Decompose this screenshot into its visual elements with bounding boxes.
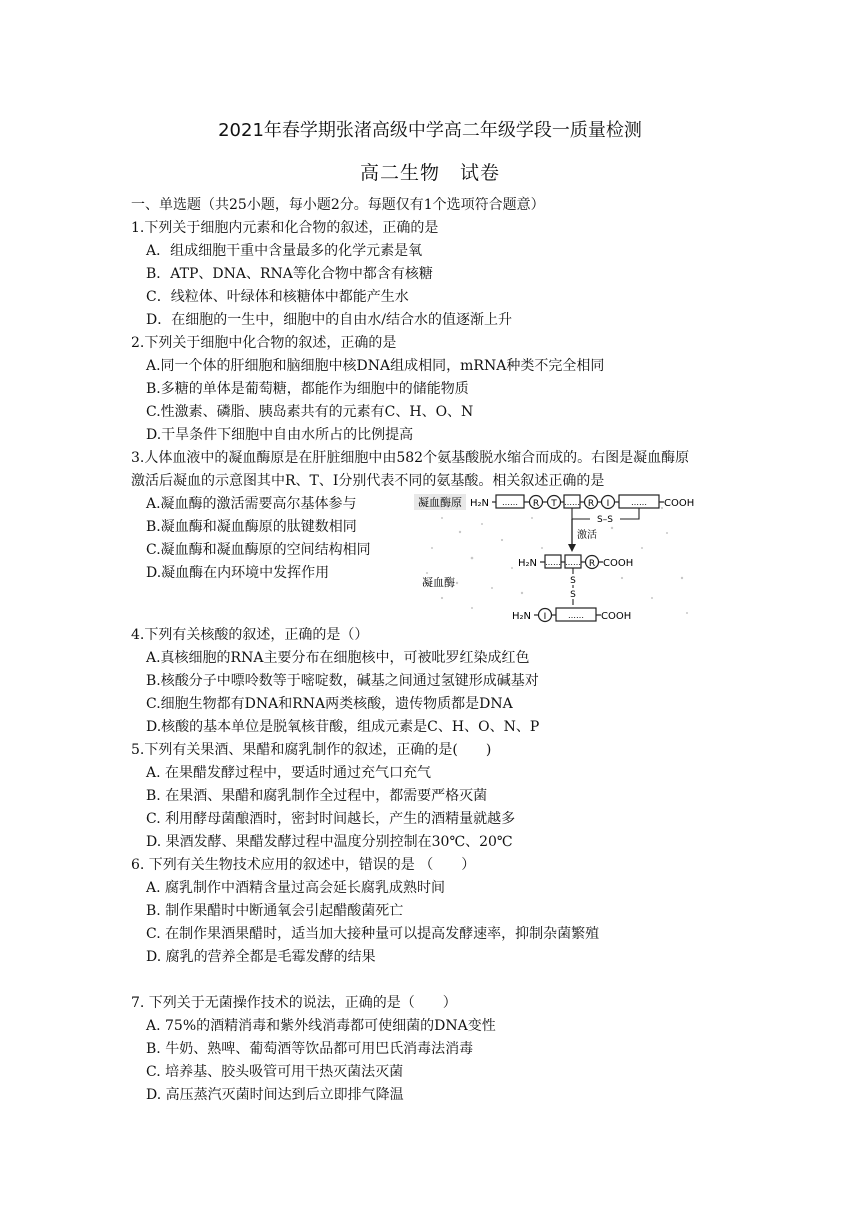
question-7-option-b: B. 牛奶、熟啤、葡萄酒等饮品都可用巴氏消毒法消毒 — [146, 1041, 474, 1057]
question-4-option-d: D.核酸的基本单位是脱氧核苷酸，组成元素是C、H、O、N、P — [146, 719, 540, 735]
top-chain-residue-t-label: T — [551, 499, 557, 509]
question-5-option-a: A. 在果醋发酵过程中，要适时通过充气口充气 — [146, 765, 432, 781]
disulfide-s2: S — [570, 590, 576, 600]
question-2-option-d: D.干旱条件下细胞中自由水所占的比例提高 — [146, 427, 414, 443]
question-2-stem: 2.下列关于细胞中化合物的叙述，正确的是 — [131, 335, 397, 351]
question-4-option-c: C.细胞生物都有DNA和RNA两类核酸，遗传物质都是DNA — [146, 696, 513, 712]
question-6-stem: 6. 下列有关生物技术应用的叙述中，错误的是 （ ） — [131, 857, 476, 873]
question-3-option-d: D.凝血酶在内环境中发挥作用 — [146, 565, 330, 581]
section-heading: 一、单选题（共25小题，每小题2分。每题仅有1个选项符合题意） — [131, 197, 545, 213]
top-chain-dots-3: …… — [631, 498, 647, 507]
middle-chain-dots-1: …… — [545, 558, 561, 567]
activation-arrowhead — [568, 544, 576, 552]
activation-label: 激活 — [577, 530, 597, 541]
prothrombin-label: 凝血酶原 — [418, 496, 462, 509]
top-chain-residue-r-1-label: R — [532, 499, 540, 509]
question-1-option-a: A．组成细胞干重中含量最多的化学元素是氧 — [146, 243, 423, 259]
top-disulfide-label: S–S — [597, 515, 613, 525]
top-chain-dots-1: …… — [502, 498, 518, 507]
question-3-option-b: B.凝血酶和凝血酶原的肽键数相同 — [146, 519, 357, 535]
top-chain-h2n: H₂N — [470, 498, 490, 509]
thrombin-label: 凝血酶 — [422, 576, 455, 589]
middle-chain-residue-r-label: R — [588, 559, 596, 569]
question-2-option-c: C.性激素、磷脂、胰岛素共有的元素有C、H、O、N — [146, 404, 474, 420]
top-chain-dots-2: …… — [564, 498, 580, 507]
bottom-chain-h2n: H₂N — [512, 611, 532, 622]
bottom-chain-residue-i-label: I — [543, 612, 547, 622]
question-4-option-a: A.真核细胞的RNA主要分布在细胞核中，可被吡罗红染成红色 — [146, 650, 530, 666]
question-7-option-c: C. 培养基、胶头吸管可用干热灭菌法灭菌 — [146, 1064, 404, 1080]
question-5-option-c: C. 利用酵母菌酿酒时，密封时间越长，产生的酒精量就越多 — [146, 811, 516, 827]
middle-chain-cooh: COOH — [603, 558, 634, 569]
question-6-option-d: D. 腐乳的营养全都是毛霉发酵的结果 — [146, 949, 376, 965]
question-7-option-a: A. 75%的酒精消毒和紫外线消毒都可使细菌的DNA变性 — [146, 1018, 496, 1034]
question-3-stem-line-2: 激活后凝血的示意图其中R、T、I分别代表不同的氨基酸。相关叙述正确的是 — [131, 473, 605, 489]
question-2-option-a: A.同一个体的肝细胞和脑细胞中核DNA组成相同，mRNA种类不完全相同 — [146, 358, 605, 374]
disulfide-s1: S — [570, 576, 576, 586]
question-5-stem: 5.下列有关果酒、果醋和腐乳制作的叙述，正确的是( ) — [131, 742, 492, 758]
bottom-chain-cooh: COOH — [601, 611, 632, 622]
question-4-option-b: B.核酸分子中嘌呤数等于嘧啶数，碱基之间通过氢键形成碱基对 — [146, 673, 539, 689]
question-3-option-a: A.凝血酶的激活需要高尔基体参与 — [146, 496, 357, 512]
question-1-option-b: B．ATP、DNA、RNA等化合物中都含有核糖 — [146, 266, 433, 282]
question-5-option-d: D. 果酒发酵、果醋发酵过程中温度分别控制在30℃、20℃ — [146, 834, 513, 850]
top-chain-cooh: COOH — [664, 498, 695, 509]
question-6-option-a: A. 腐乳制作中酒精含量过高会延长腐乳成熟时间 — [146, 880, 446, 896]
question-3-option-c: C.凝血酶和凝血酶原的空间结构相同 — [146, 542, 371, 558]
question-4-stem: 4.下列有关核酸的叙述，正确的是（） — [131, 627, 369, 643]
question-1-stem: 1.下列关于细胞内元素和化合物的叙述，正确的是 — [131, 220, 439, 236]
exam-title: 2021年春学期张渚高级中学高二年级学段一质量检测 — [218, 120, 642, 141]
question-6-option-b: B. 制作果醋时中断通氧会引起醋酸菌死亡 — [146, 903, 404, 919]
question-6-option-c: C. 在制作果酒果醋时，适当加大接种量可以提高发酵速率，抑制杂菌繁殖 — [146, 926, 600, 942]
top-chain-residue-r-2-label: R — [587, 499, 595, 509]
question-3-stem-line-1: 3.人体血液中的凝血酶原是在肝脏细胞中由582个氨基酸脱水缩合而成的。右图是凝血酶原 — [131, 450, 690, 466]
middle-chain-h2n: H₂N — [518, 558, 538, 569]
top-chain-residue-i-label: I — [606, 499, 610, 509]
middle-chain-dots-2: …… — [565, 558, 581, 567]
thrombin-activation-diagram — [412, 488, 702, 626]
bottom-chain-dots: …… — [568, 611, 584, 620]
question-2-option-b: B.多糖的单体是葡萄糖，都能作为细胞中的储能物质 — [146, 381, 469, 397]
question-7-option-d: D. 高压蒸汽灭菌时间达到后立即排气降温 — [146, 1087, 404, 1103]
exam-subtitle: 高二生物 试卷 — [359, 162, 500, 184]
question-1-option-c: C．线粒体、叶绿体和核糖体中都能产生水 — [146, 289, 409, 305]
question-1-option-d: D．在细胞的一生中，细胞中的自由水/结合水的值逐渐上升 — [146, 312, 512, 328]
question-7-stem: 7. 下列关于无菌操作技术的说法，正确的是（ ） — [131, 995, 457, 1011]
question-5-option-b: B. 在果酒、果醋和腐乳制作全过程中，都需要严格灭菌 — [146, 788, 488, 804]
